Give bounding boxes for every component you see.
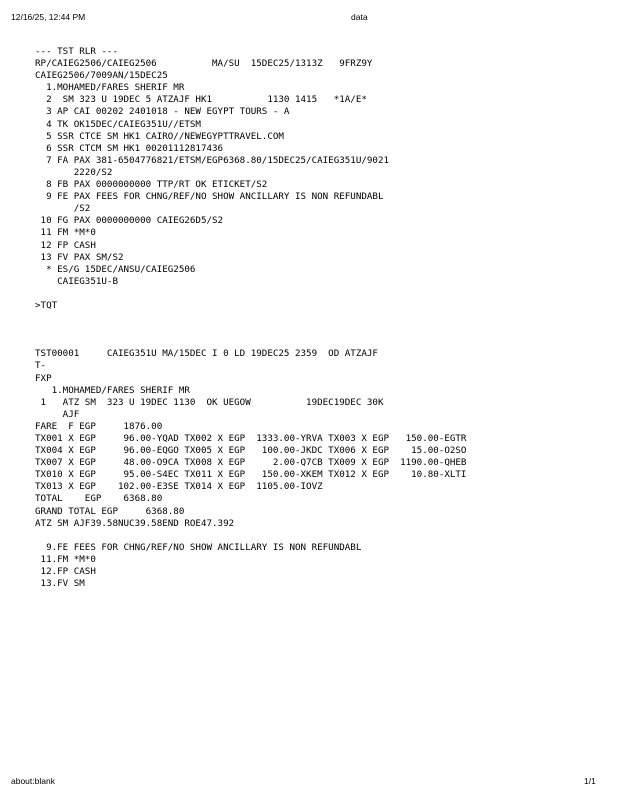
text-line: 7 FA PAX 381-6504776821/ETSM/EGP6368.80/15DEC25/CAIEG351U/9021	[35, 154, 390, 166]
text-line: /S2	[35, 203, 91, 215]
text-line: 8 FB PAX 0000000000 TTP/RT OK ETICKET/S2	[35, 179, 268, 191]
blank-line	[35, 312, 615, 324]
text-line: 1.MOHAMED/FARES SHERIF MR	[35, 82, 185, 94]
text-line: 10 FG PAX 0000000000 CAIEG26D5/S2	[35, 215, 224, 227]
print-title: data	[351, 12, 368, 22]
text-line: 4 TK OK15DEC/CAIEG351U//ETSM	[35, 118, 201, 130]
text-line: 13.FV SM	[35, 578, 85, 590]
text-line: TST00001 CAIEG351U MA/15DEC I 0 LD 19DEC25 2359 OD ATZAJF	[35, 348, 378, 360]
tst-fare-section	[35, 348, 615, 529]
pnr-record-section	[35, 46, 615, 288]
text-line: 3 AP CAI 00202 2401018 - NEW EGYPT TOURS - A	[35, 106, 290, 118]
text-line: 12 FP CASH	[35, 239, 96, 251]
text-line: TOTAL EGP 6368.80	[35, 493, 163, 505]
text-line: TX010 X EGP 95.00-S4EC TX011 X EGP 150.00-XKEM TX012 X EGP 10.80-XLTI	[35, 469, 467, 481]
blank-line	[35, 288, 615, 300]
text-line: ATZ SM AJF39.58NUC39.58END ROE47.392	[35, 517, 235, 529]
text-line: 11.FM *M*0	[35, 553, 96, 565]
blank-line	[35, 324, 615, 336]
text-line: FXP	[35, 372, 52, 384]
page-number: 1/1	[584, 776, 596, 786]
text-line: 2220/S2	[35, 166, 113, 178]
fare-elements-section	[35, 542, 615, 590]
text-line: 6 SSR CTCM SM HK1 00201112817436	[35, 142, 224, 154]
text-line: FARE F EGP 1876.00	[35, 420, 163, 432]
text-line: 11 FM *M*0	[35, 227, 96, 239]
text-line: * ES/G 15DEC/ANSU/CAIEG2506	[35, 263, 196, 275]
text-line: CAIEG2506/7009AN/15DEC25	[35, 70, 168, 82]
text-line: AJF	[35, 408, 80, 420]
text-line: 12.FP CASH	[35, 566, 96, 578]
text-line: GRAND TOTAL EGP 6368.80	[35, 505, 185, 517]
text-line: 9.FE FEES FOR CHNG/REF/NO SHOW ANCILLARY IS NON REFUNDABL	[35, 541, 362, 553]
print-datetime: 12/16/25, 12:44 PM	[11, 12, 86, 22]
text-line: 5 SSR CTCE SM HK1 CAIRO//NEWEGYPTTRAVEL.COM	[35, 130, 284, 142]
text-line: CAIEG351U-B	[35, 275, 118, 287]
text-line: 9 FE PAX FEES FOR CHNG/REF/NO SHOW ANCILLARY IS NON REFUNDABL	[35, 191, 384, 203]
text-line: 1 ATZ SM 323 U 19DEC 1130 OK UEGOW 19DEC19DEC 30K	[35, 396, 384, 408]
text-line: RP/CAIEG2506/CAIEG2506 MA/SU 15DEC25/1313Z 9FRZ9Y	[35, 58, 373, 70]
blank-line	[35, 530, 615, 542]
text-line: TX004 X EGP 96.00-EQGO TX005 X EGP 100.00-JKDC TX006 X EGP 15.00-O2SO	[35, 445, 467, 457]
text-line: --- TST RLR ---	[35, 46, 118, 57]
text-line: T-	[35, 360, 47, 372]
text-line: 13 FV PAX SM/S2	[35, 251, 124, 263]
text-line: 1.MOHAMED/FARES SHERIF MR	[35, 384, 190, 396]
text-line: TX013 X EGP 102.00-E3SE TX014 X EGP 1105.00-IOVZ	[35, 481, 323, 493]
tqt-command-section	[35, 300, 615, 312]
print-url: about:blank	[11, 776, 55, 786]
blank-line	[35, 336, 615, 348]
text-line: >TQT	[35, 299, 58, 311]
text-line: TX001 X EGP 96.00-YQAD TX002 X EGP 1333.00-YRVA TX003 X EGP 150.00-EGTR	[35, 433, 467, 444]
text-line: TX007 X EGP 48.00-O9CA TX008 X EGP 2.00-Q7CB TX009 X EGP 1190.00-QHEB	[35, 457, 467, 469]
terminal-output	[35, 46, 615, 590]
text-line: 2 SM 323 U 19DEC 5 ATZAJF HK1 1130 1415 *1A/E*	[35, 94, 367, 106]
